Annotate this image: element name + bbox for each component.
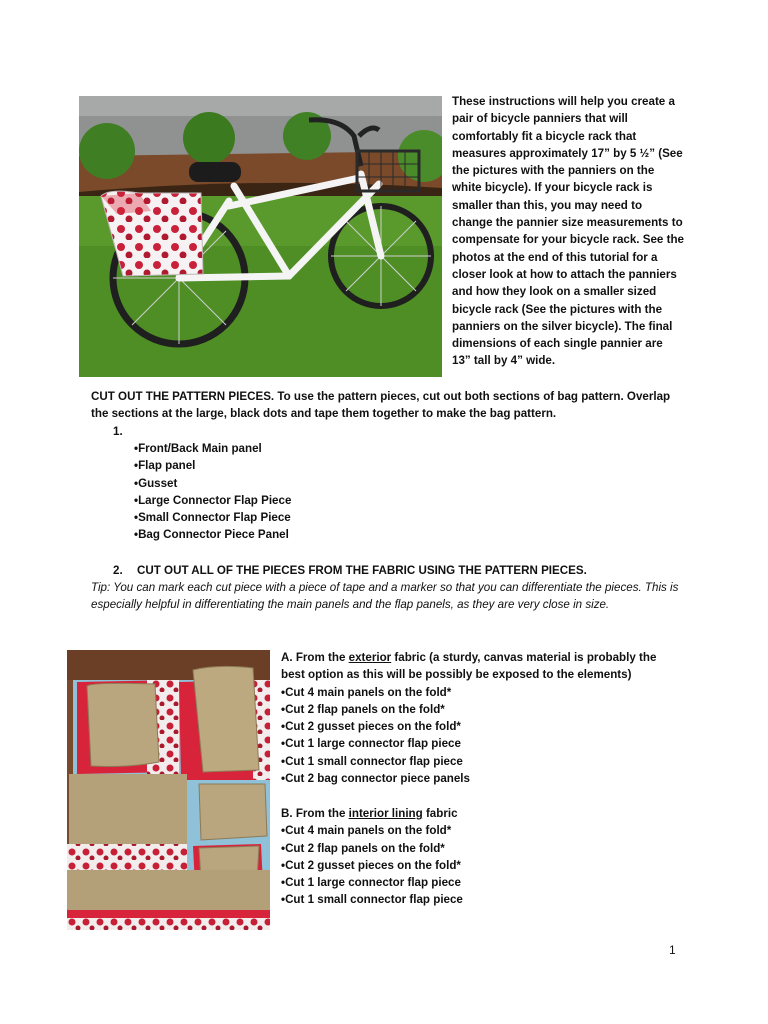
page-number: 1 (669, 943, 676, 957)
step-2-number: 2. (113, 564, 123, 577)
interior-fabric-section (281, 805, 681, 909)
exterior-intro (281, 649, 681, 684)
pattern-piece-list (134, 440, 291, 544)
list-item: • Cut 2 flap panels on the fold* (281, 701, 681, 718)
list-item: • Cut 1 large connector flap piece (281, 735, 681, 752)
step-1-number: 1. (113, 425, 123, 438)
cutout-heading: CUT OUT THE PATTERN PIECES. To use the pattern pieces, cut out both sections of bag pattern. Overlap the sections at the large, black dots and tape them together to make the bag pattern. (91, 390, 671, 421)
step-2-heading (113, 562, 693, 579)
list-item: • Front/Back Main panel (134, 440, 291, 457)
list-item: • Large Connector Flap Piece (134, 492, 291, 509)
fabric-pieces-photo (67, 650, 270, 930)
exterior-fabric-section (281, 649, 681, 787)
list-item: • Cut 2 gusset pieces on the fold* (281, 718, 681, 735)
list-item: • Cut 2 flap panels on the fold* (281, 840, 681, 857)
interior-keyword: interior lining (348, 807, 423, 820)
list-item: • Cut 2 bag connector piece panels (281, 770, 681, 787)
exterior-cut-list (281, 684, 681, 788)
list-item: • Cut 4 main panels on the fold* (281, 822, 681, 839)
list-item: • Cut 2 gusset pieces on the fold* (281, 857, 681, 874)
interior-cut-list (281, 822, 681, 908)
list-item: • Bag Connector Piece Panel (134, 526, 291, 543)
list-item: • Cut 1 large connector flap piece (281, 874, 681, 891)
interior-prefix: B. From the (281, 807, 349, 820)
interior-suffix: fabric (422, 807, 458, 820)
step-2-text: CUT OUT ALL OF THE PIECES FROM THE FABRIC USING THE PATTERN PIECES. (137, 564, 587, 577)
bicycle-photo (79, 96, 442, 377)
exterior-prefix: A. From the (281, 651, 349, 664)
list-item: • Cut 1 small connector flap piece (281, 891, 681, 908)
exterior-suffix: fabric (a sturdy, canvas material is probably the best option as this will be possibly be exposed to the elements) (281, 651, 657, 682)
list-item: • Cut 4 main panels on the fold* (281, 684, 681, 701)
list-item: • Flap panel (134, 457, 291, 474)
list-item: • Small Connector Flap Piece (134, 509, 291, 526)
intro-paragraph: These instructions will help you create a pair of bicycle panniers that will comfortably fit a bicycle rack that measures approximately 17” by 5 ½” (See the pictures with the panniers on the white bicycle). If your bicycle rack is smaller than this, you may need to change the pannier size measurements to compensate for your bicycle rack. See the photos at the end of this tutorial for a closer look at how to attach the panniers and how they look on a smaller sized bicycle rack (See the pictures with the panniers on the silver bicycle). The final dimensions of each single pannier are 13” tall by 4” wide. (452, 95, 684, 368)
list-item: • Gusset (134, 475, 291, 492)
interior-intro (281, 805, 681, 822)
tip-paragraph: Tip: You can mark each cut piece with a piece of tape and a marker so that you can differentiate the pieces. This is especially helpful in differentiating the main panels and the flap panels, as they are very close in size. (91, 581, 679, 612)
list-item: • Cut 1 small connector flap piece (281, 753, 681, 770)
exterior-keyword: exterior (348, 651, 392, 664)
